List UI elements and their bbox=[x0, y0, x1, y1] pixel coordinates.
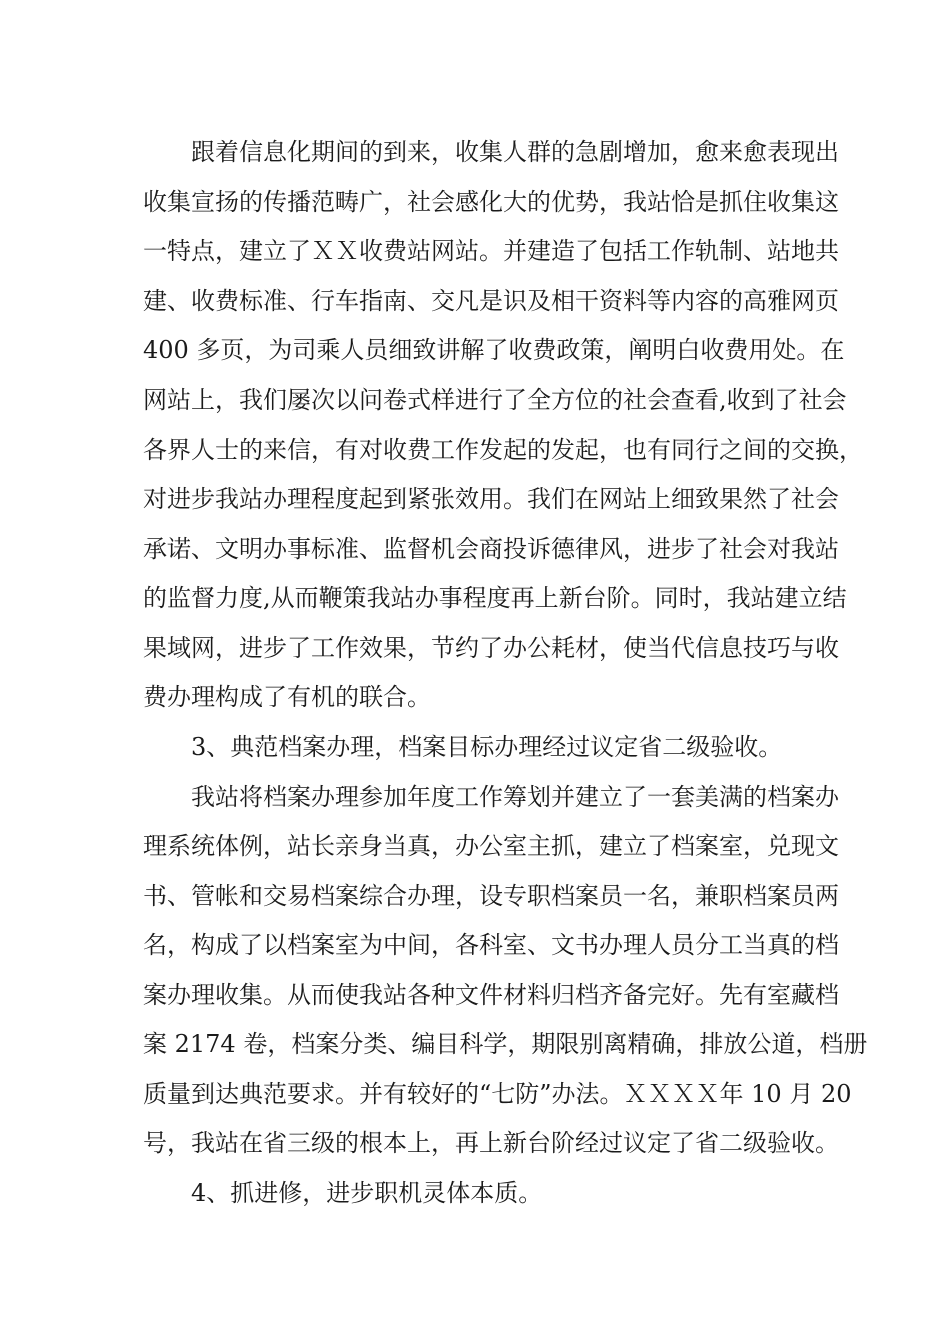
paragraph-line: 400 多页，为司乘人员细致讲解了收费政策，阐明白收费用处。在 bbox=[143, 336, 845, 364]
paragraph-line: 案办理收集。从而使我站各种文件材料归档齐备完好。先有室藏档 bbox=[143, 981, 839, 1009]
paragraph-line: 各界人士的来信，有对收费工作发起的发起，也有同行之间的交换， bbox=[143, 436, 863, 464]
paragraph-line: 网站上，我们屡次以问卷式样进行了全方位的社会查看,收到了社会 bbox=[143, 386, 847, 414]
paragraph-line: 建、收费标准、行车指南、交凡是识及相干资料等内容的高雅网页 bbox=[143, 287, 839, 315]
paragraph-line: 质量到达典范要求。并有较好的“七防”办法。ＸＸＸＸ年 10 月 20 bbox=[143, 1080, 852, 1108]
paragraph-line: 号，我站在省三级的根本上，再上新台阶经过议定了省二级验收。 bbox=[143, 1129, 839, 1157]
paragraph-line: 名，构成了以档案室为中间，各科室、文书办理人员分工当真的档 bbox=[143, 931, 839, 959]
paragraph-line: 案 2174 卷，档案分类、编目科学，期限别离精确，排放公道，档册 bbox=[143, 1030, 868, 1058]
paragraph-line: 费办理构成了有机的联合。 bbox=[143, 683, 431, 711]
paragraph-line: 书、管帐和交易档案综合办理，设专职档案员一名，兼职档案员两 bbox=[143, 882, 839, 910]
paragraph-line: 的监督力度,从而鞭策我站办事程度再上新台阶。同时，我站建立结 bbox=[143, 584, 847, 612]
paragraph-line: 一特点，建立了ＸＸ收费站网站。并建造了包括工作轨制、站地共 bbox=[143, 237, 839, 265]
paragraph-line: 收集宣扬的传播范畴广，社会感化大的优势，我站恰是抓住收集这 bbox=[143, 188, 839, 216]
paragraph-line: 果域网，进步了工作效果，节约了办公耗材，使当代信息技巧与收 bbox=[143, 634, 839, 662]
paragraph-line: 我站将档案办理参加年度工作筹划并建立了一套美满的档案办 bbox=[191, 783, 839, 811]
paragraph-line: 理系统体例，站长亲身当真，办公室主抓，建立了档案室，兑现文 bbox=[143, 832, 839, 860]
paragraph-line: 承诺、文明办事标准、监督机会商投诉德律风，进步了社会对我站 bbox=[143, 535, 839, 563]
paragraph-line: 跟着信息化期间的到来，收集人群的急剧增加，愈来愈表现出 bbox=[191, 138, 839, 166]
section-heading: 4、抓进修，进步职机灵体本质。 bbox=[191, 1179, 543, 1207]
paragraph-line: 对进步我站办理程度起到紧张效用。我们在网站上细致果然了社会 bbox=[143, 485, 839, 513]
section-heading: 3、典范档案办理，档案目标办理经过议定省二级验收。 bbox=[191, 733, 783, 761]
